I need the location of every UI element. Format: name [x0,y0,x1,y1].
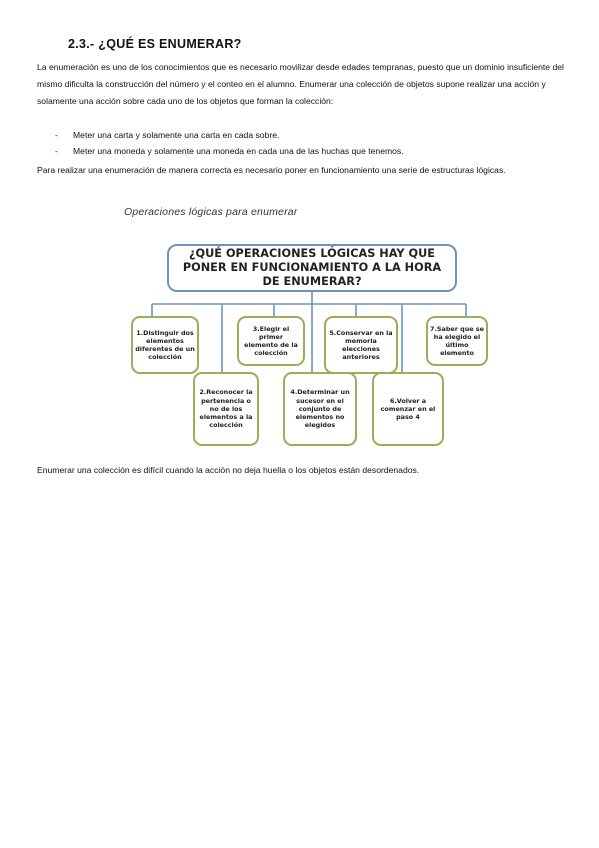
diagram-node-3: 3.Elegir el primer elemento de la colección [237,316,305,366]
diagram-node-4: 4.Determinar un sucesor en el conjunto de elementos no elegidos [283,372,357,446]
list-item [55,127,404,143]
closing-paragraph: Enumerar una colección es difícil cuando la acción no deja huella o los objetos están desordenados. [37,465,420,475]
section-heading: 2.3.- ¿QUÉ ES ENUMERAR? [68,37,242,51]
diagram-node-1: 1.Distinguir dos elementos diferentes de un colección [131,316,199,374]
bullet-marker: - [55,130,58,140]
structures-paragraph: Para realizar una enumeración de manera correcta es necesario poner en funcionamiento una serie de estructuras lógicas. [37,165,506,175]
bullet-marker: - [55,146,58,156]
bullet-list [55,127,404,159]
diagram-node-6: 6.Volver a comenzar en el paso 4 [372,372,444,446]
diagram-node-2: 2.Reconocer la pertenencia o no de los elementos a la colección [193,372,259,446]
diagram-node-7: 7.Saber que se ha elegido el último elemento [426,316,488,366]
bullet-text: Meter una moneda y solamente una moneda en cada una de las huchas que tenemos. [73,146,404,156]
diagram-main-question: ¿QUÉ OPERACIONES LÓGICAS HAY QUE PONER EN FUNCIONAMIENTO A LA HORA DE ENUMERAR? [167,244,457,292]
list-item [55,143,404,159]
diagram-node-5: 5.Conservar en la memoria elecciones anteriores [324,316,398,374]
diagram-caption: Operaciones lógicas para enumerar [124,206,298,218]
intro-paragraph: La enumeración es uno de los conocimientos que es necesario movilizar desde edades tempranas, puesto que un dominio insuficiente del mismo dificulta la construcción del número y el conteo en el alumno. Enumerar una colección de objetos supone realizar una acción y solamente una acción sobre cada uno de los objetos que forman la colección: [37,62,564,106]
bullet-text: Meter una carta y solamente una carta en cada sobre. [73,130,280,140]
